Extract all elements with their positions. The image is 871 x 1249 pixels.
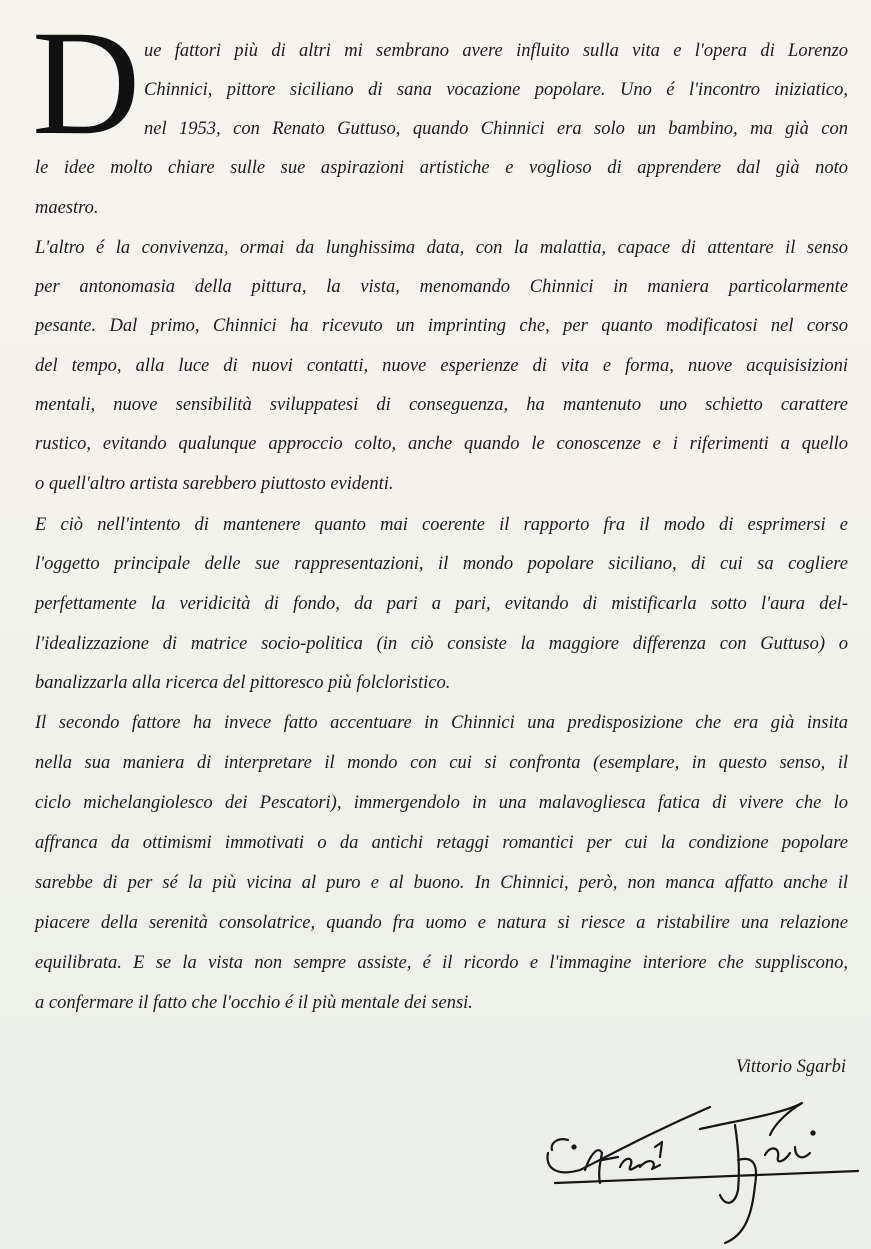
text-line: sarebbe di per sé la più vicina al puro e al buono. In Chinnici, però, non manca affatto anche il (35, 873, 848, 893)
text-line: Chinnici, pittore siciliano di sana vocazione popolare. Uno é l'incontro iniziatico, (144, 80, 848, 100)
text-line: E ciò nell'intento di mantenere quanto mai coerente il rapporto fra il modo di esprimersi e (35, 515, 848, 535)
text-line: ciclo michelangiolesco dei Pescatori), immergendolo in una malavogliesca fatica di vivere che lo (35, 793, 848, 813)
author-name: Vittorio Sgarbi (735, 1057, 846, 1077)
text-line: banalizzarla alla ricerca del pittoresco più folcloristico. (35, 673, 451, 693)
text-line: rustico, evitando qualunque approccio colto, anche quando le conoscenze e i riferimenti a quello (35, 434, 848, 454)
text-line: l'oggetto principale delle sue rappresentazioni, il mondo popolare siciliano, di cui sa cogliere (35, 554, 848, 574)
text-line: del tempo, alla luce di nuovi contatti, nuove esperienze di vita e forma, nuove acquisisizioni (35, 356, 848, 376)
text-line: pesante. Dal primo, Chinnici ha ricevuto un imprinting che, per quanto modificatosi nel corso (35, 316, 848, 336)
text-line: piacere della serenità consolatrice, quando fra uomo e natura si riesce a ristabilire una relazione (35, 913, 848, 933)
text-line: nel 1953, con Renato Guttuso, quando Chinnici era solo un bambino, ma già con (144, 119, 848, 139)
text-line: affranca da ottimismi immotivati o da antichi retaggi romantici per cui la condizione popolare (35, 833, 848, 853)
text-line: ue fattori più di altri mi sembrano avere influito sulla vita e l'opera di Lorenzo (144, 41, 848, 61)
text-line: le idee molto chiare sulle sue aspirazioni artistiche e voglioso di apprendere dal già noto (35, 158, 848, 178)
text-line: l'idealizzazione di matrice socio-politica (in ciò consiste la maggiore differenza con Guttuso) o (35, 634, 848, 654)
handwritten-signature (540, 1095, 870, 1245)
text-line: L'altro é la convivenza, ormai da lunghissima data, con la malattia, capace di attentare il senso (35, 238, 848, 258)
text-line: equilibrata. E se la vista non sempre assiste, é il ricordo e l'immagine interiore che suppliscono, (35, 953, 848, 973)
text-line: perfettamente la veridicità di fondo, da pari a pari, evitando di mistificarla sotto l'aura del- (35, 594, 848, 614)
drop-cap: D (32, 0, 141, 166)
text-line: maestro. (35, 198, 99, 218)
text-line: mentali, nuove sensibilità sviluppatesi di conseguenza, ha mantenuto uno schietto carattere (35, 395, 848, 415)
text-line: per antonomasia della pittura, la vista, menomando Chinnici in maniera particolarmente (35, 277, 848, 297)
text-line: Il secondo fattore ha invece fatto accentuare in Chinnici una predisposizione che era già insita (35, 713, 848, 733)
text-line: nella sua maniera di interpretare il mondo con cui si confronta (esemplare, in questo senso, il (35, 753, 848, 773)
text-line: a confermare il fatto che l'occhio é il più mentale dei sensi. (35, 993, 473, 1013)
text-line: o quell'altro artista sarebbero piuttosto evidenti. (35, 474, 394, 494)
